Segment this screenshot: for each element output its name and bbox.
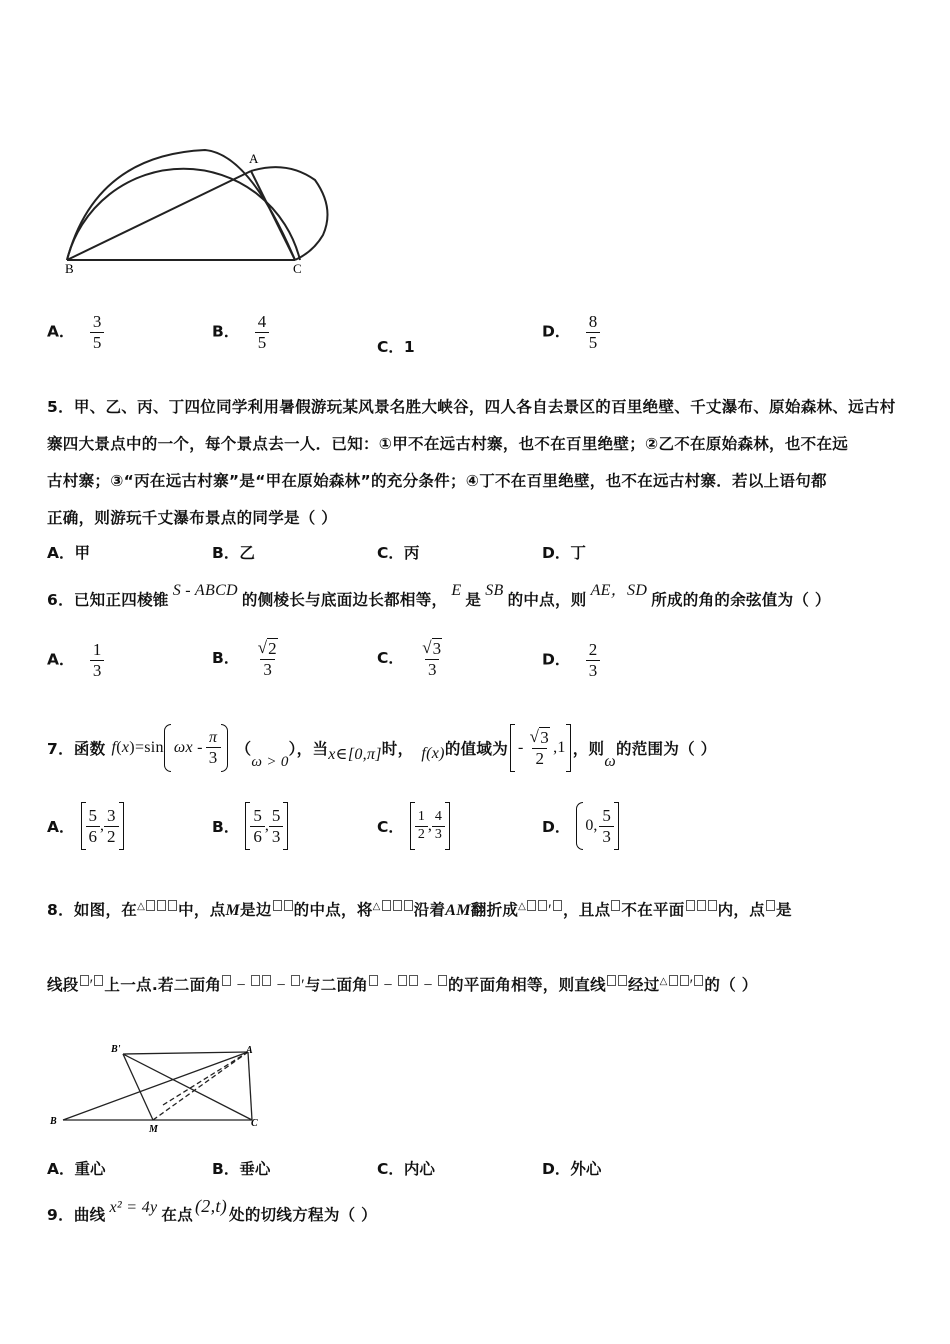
label-a: A	[249, 151, 259, 166]
option-letter: C．	[377, 338, 404, 356]
q8-text: 中，点	[178, 901, 226, 919]
label-b: B	[65, 261, 74, 276]
q7-text: 时，	[381, 740, 414, 758]
q7-text: 的值域为	[444, 740, 509, 758]
math-curve: x² = 4y	[109, 1199, 158, 1216]
frac-num: 8	[588, 312, 598, 331]
fig-label-c: C	[251, 1118, 258, 1129]
math-ae-sd: AE，SD	[590, 582, 648, 599]
fold-figure	[45, 1040, 275, 1135]
q8-text: 8．如图，在	[47, 901, 138, 919]
q8-text: 的（ ）	[704, 976, 758, 994]
q5-line4: 正确，则游玩千丈瀑布景点的同学是（ ）	[47, 509, 338, 527]
option-letter: A．	[47, 322, 75, 341]
math-point: (2,t)	[195, 1196, 228, 1216]
q9-text: 在点	[161, 1206, 194, 1224]
fig-label-a: A	[246, 1045, 253, 1056]
q7-option-d	[542, 802, 619, 850]
q8-text: 线段	[47, 976, 79, 994]
q7-stem: 7．函数 f ( x ) =sin ωx - $\frac{\pi}{3}$ （ ω > 0 ），当 x∈[0,π] 时， f(x) 的值域为 - √ 3 2 ,1 ，则 ω 的范围为（ ）	[47, 718, 716, 778]
q7-option-b: B． $\frac{5}{6}$ , $\frac{5}{3}$	[212, 802, 288, 850]
frac-num: 2	[588, 640, 598, 659]
q5-option-b: B．乙	[212, 544, 255, 562]
q8-text: 翻折成	[470, 901, 519, 919]
math-m: M	[225, 902, 241, 919]
segment-ba	[67, 171, 251, 260]
q8-option-c: C．内心	[377, 1160, 435, 1178]
math-zero: 0,	[585, 817, 598, 834]
frac-num: π	[209, 728, 218, 746]
frac-den: 3	[206, 747, 221, 768]
frac-num: 3	[107, 805, 116, 825]
q8-line1: 8．如图，在△ 中，点M是边 的中点，将△ 沿着AM翻折成△ ′ ，且点 不在平面 内，点 是	[47, 901, 792, 919]
frac-den: 6	[250, 826, 265, 847]
q8-text: 与二面角	[304, 976, 369, 994]
fig-label-b-prime: B'	[111, 1044, 121, 1055]
q5-line2: 寨四大景点中的一个，每个景点去一人．已知：①甲不在远古村寨，也不在百里绝壁；②乙不在原始森林，也不在远	[47, 435, 849, 453]
circles-figure	[55, 110, 345, 280]
q4-option-c	[377, 335, 415, 357]
option-value: 1	[403, 338, 415, 356]
q5-option-d: D．丁	[542, 544, 586, 562]
frac-den: 5	[586, 332, 601, 353]
math-condition: ω > 0	[251, 753, 289, 770]
option-letter: C．	[377, 818, 404, 836]
frac-den: 5	[255, 332, 270, 353]
q6-option-c: C． √ 3 3	[377, 638, 442, 679]
q8-text: ，且点	[562, 901, 611, 919]
q6-option-d	[542, 640, 600, 680]
frac-den: 2	[532, 748, 547, 769]
q8-line2: 线段 ′ 上一点.若二面角 − − ′与二面角 − − 的平面角相等，则直线 经过△ ′ 的（ ）	[47, 976, 758, 994]
q8-text: 不在平面	[621, 901, 685, 919]
q7-text: （	[235, 740, 252, 758]
option-letter: A．	[47, 818, 75, 836]
q7-option-a: A． $\frac{5}{6}$ , $\frac{3}{2}$	[47, 802, 124, 850]
option-letter: B．	[212, 649, 240, 668]
frac-den: 3	[269, 826, 284, 847]
frac-num: 4	[434, 809, 442, 825]
frac-num: 4	[257, 312, 267, 331]
frac-num: 5	[253, 805, 262, 825]
q8-text: 是边	[240, 901, 272, 919]
sqrt-radicand: 2	[268, 639, 277, 658]
frac-den: 3	[586, 660, 601, 681]
q8-text: 是	[776, 901, 792, 919]
frac-num: 5	[88, 805, 97, 825]
label-c: C	[293, 261, 302, 276]
q8-option-a: A．重心	[47, 1160, 106, 1178]
frac-num: 1	[92, 640, 102, 659]
frac-den: 3	[90, 660, 105, 681]
frac-den: 3	[432, 826, 445, 843]
frac-num: 1	[417, 809, 425, 825]
q5-line1: 5．甲、乙、丙、丁四位同学利用暑假游玩某风景名胜大峡谷，四人各自去景区的百里绝壁、千丈瀑布、原始森林、远古村	[47, 398, 896, 416]
option-letter: D．	[542, 818, 571, 836]
q5-option-c: C．丙	[377, 544, 420, 562]
frac-den: 3	[425, 659, 440, 680]
q7-text: 7．函数	[47, 740, 106, 758]
option-letter: D．	[542, 322, 571, 341]
math-x: x	[121, 739, 130, 756]
fig-label-m: M	[149, 1124, 158, 1135]
option-letter: D．	[542, 650, 571, 669]
option-letter: A．	[47, 650, 75, 669]
q6-text: 6．已知正四棱锥	[47, 591, 169, 609]
q9-text: 处的切线方程为（ ）	[229, 1206, 377, 1224]
q8-text: 的中点，将	[293, 901, 373, 919]
q6-text: 所成的角的余弦值为（ ）	[651, 591, 831, 609]
math-fx: f(x)	[421, 745, 445, 762]
frac-num: 3	[92, 312, 102, 331]
frac-den: 5	[90, 332, 105, 353]
q9-stem	[47, 1195, 377, 1224]
big-arc	[67, 169, 300, 260]
q7-text: ，则	[572, 740, 605, 758]
q9-text: 9．曲线	[47, 1206, 106, 1224]
option-letter: B．	[212, 322, 240, 341]
q4-option-d	[542, 312, 600, 352]
frac-den: 3	[599, 826, 614, 847]
math-pyramid: S - ABCD	[172, 582, 238, 599]
q8-option-d: D．外心	[542, 1160, 602, 1178]
math-sb: SB	[485, 582, 504, 599]
math-am: AM	[445, 902, 471, 919]
fig-label-b: B	[50, 1116, 57, 1127]
q8-text: 上一点.若二面角	[104, 976, 222, 994]
math-f: f	[111, 739, 117, 756]
q6-text: 的侧棱长与底面边长都相等，	[241, 591, 448, 609]
math-minus: -	[518, 739, 524, 756]
q8-text: 沿着	[413, 901, 446, 919]
math-range-end: ,1	[553, 739, 566, 756]
frac-num: 5	[271, 805, 281, 825]
q7-text: 的范围为（ ）	[615, 740, 717, 758]
sqrt-radicand: 3	[432, 639, 442, 658]
frac-den: 3	[260, 659, 275, 680]
q7-option-c: C． $\frac{1}{2}$ , $\frac{4}{3}$	[377, 802, 450, 850]
frac-den: 2	[415, 826, 428, 843]
math-omega: ω	[604, 753, 616, 770]
math-point-e: E	[451, 582, 462, 599]
q6-text: 的中点，则	[507, 591, 587, 609]
math-eq-sin: =sin	[134, 739, 164, 756]
q5-option-a: A．甲	[47, 544, 90, 562]
q8-text: 的平面角相等，则直线	[447, 976, 606, 994]
q6-option-b: B． √ 2 3	[212, 638, 277, 679]
math-domain: x∈[0,π]	[328, 746, 382, 763]
q7-text: ），当	[288, 740, 329, 758]
q8-option-b: B．垂心	[212, 1160, 271, 1178]
q6-stem	[47, 577, 831, 617]
frac-num: 5	[602, 805, 611, 825]
frac-den: 6	[86, 826, 101, 847]
frac-den: 2	[104, 826, 119, 847]
option-letter: C．	[377, 649, 404, 668]
q6-text: 是	[465, 591, 482, 609]
q4-option-b	[212, 312, 269, 352]
q8-text: 经过	[628, 976, 660, 994]
q6-option-a	[47, 640, 104, 680]
sqrt-radicand: 3	[540, 728, 550, 748]
segment-ac	[251, 171, 295, 260]
q5-line3: 古村寨；③“丙在远古村寨”是“甲在原始森林”的充分条件；④丁不在百里绝壁，也不在远古村寨．若以上语句都	[47, 472, 827, 490]
q8-text: 内，点	[717, 901, 765, 919]
option-letter: B．	[212, 818, 240, 836]
q4-option-a	[47, 312, 104, 352]
math-omega-x: ωx -	[173, 739, 203, 756]
